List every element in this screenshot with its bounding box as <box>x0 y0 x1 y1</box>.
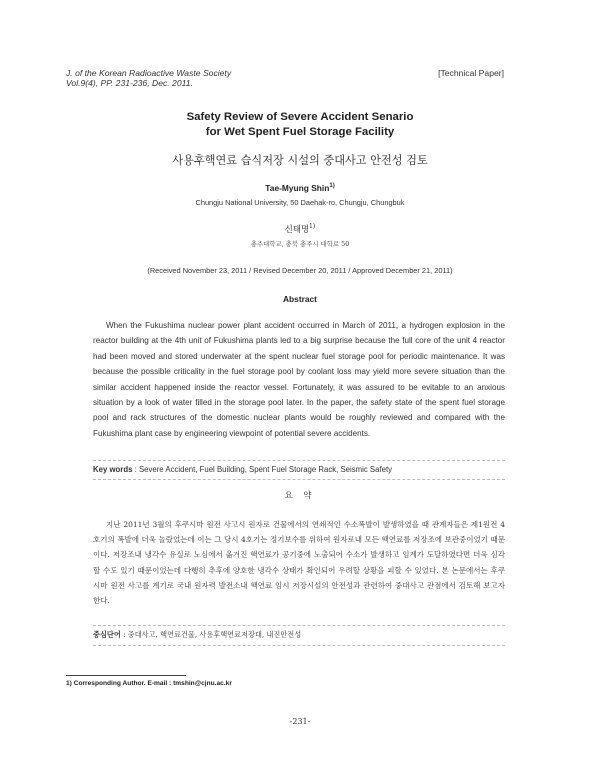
affiliation-korean: 충주대학교, 충북 충주시 대학로 50 <box>250 240 350 248</box>
author-name-english: Tae-Myung Shin <box>265 183 330 193</box>
author-english <box>0 183 600 193</box>
paper-type: [Technical Paper] <box>438 68 504 78</box>
author-ko-footnote-marker: 1) <box>309 223 316 231</box>
footnote-divider <box>66 675 186 676</box>
affiliation-english: Chungju National University, 50 Daehak-ro, Chungju, Chungbuk <box>195 198 405 207</box>
title-korean: 사용후핵연료 습식저장 시설의 중대사고 안전성 검토 <box>172 154 428 167</box>
korean-abstract-heading: 요 약 <box>284 490 316 500</box>
corresponding-author-footnote: 1) Corresponding Author. E-mail : tmshin@cjnu.ac.kr <box>66 680 232 687</box>
author-korean <box>0 223 600 235</box>
title-english-line2: for Wet Spent Fuel Storage Facility <box>205 126 395 138</box>
received-dates: (Received November 23, 2011 / Revised December 20, 2011 / Approved December 21, 2011) <box>147 266 453 275</box>
abstract-heading: Abstract <box>283 294 317 304</box>
keywords-separator: : <box>132 465 139 474</box>
korean-keywords-label: 중심단어 <box>93 630 121 639</box>
keywords-text: Severe Accident, Fuel Building, Spent Fuel Storage Rack, Seismic Safety <box>138 465 393 474</box>
author-footnote-marker: 1) <box>329 183 335 190</box>
journal-name: J. of the Korean Radioactive Waste Society <box>66 68 232 78</box>
journal-volume: Vol.9(4), PP. 231-236, Dec. 2011. <box>66 78 193 88</box>
title-english-line1: Safety Review of Severe Accident Senario <box>186 111 414 123</box>
journal-citation <box>66 68 231 88</box>
korean-keywords <box>93 625 505 646</box>
korean-keywords-separator: : <box>120 630 128 639</box>
keywords <box>93 460 505 480</box>
korean-keywords-text: 중대사고, 핵연료건물, 사용후핵연료저장대, 내진안전성 <box>127 630 302 639</box>
page-number: -231- <box>289 717 311 726</box>
keywords-label: Key words <box>93 465 133 474</box>
author-name-korean: 신태명 <box>284 224 310 234</box>
abstract-body: When the Fukushima nuclear power plant accident occurred in March of 2011, a hydrogen explosion in the reactor building at the 4th unit of Fukushima plants led to a big surprise because the full core of the unit 4 reactor had been moved and stored underwater at the spent nuclear fuel storage pool for periodic maintenance. It was because the possible criticality in the fuel storage pool by coolant loss may yield more severe situation than the similar accident happened inside the reactor vessel. Fortunately, it was assured to be evitable to an anxious situation by a look of water filled in the storage pool later. In the paper, the safety state of the spent fuel storage pool and rack structures of the domestic nuclear plants would be roughly reviewed and compared with the Fukushima plant case by engineering viewpoint of potential severe accidents. <box>93 321 505 438</box>
korean-abstract-body: 지난 2011년 3월의 후쿠시마 원전 사고시 원자로 건물에서의 연쇄적인 수소폭발이 발생하였을 때 관계자들은 제1원전 4호기의 폭발에 더욱 놀랐었는데 이는 그 당시 4호기는 정기보수를 위하여 원자로내 모든 핵연료를 저장조에 보관중이었기 때문이다. 저장조내 냉각수 유실로 노심에서 옮겨진 핵연료가 공기중에 노출되어 수소가 발생하고 임계가 도달하였다면 더욱 심각할 수도 있기 때문이었는데 다행히 추후에 양호한 냉각수 상태가 확인되어 우려할 상황을 피할 수 있었다. 본 논문에서는 후쿠시마 원전 사고를 계기로 국내 원자력 발전소내 핵연료 임시 저장시설의 안전성과 관련하여 중대사고 관점에서 검토해 보고자 한다. <box>93 520 505 606</box>
title-english <box>0 110 600 140</box>
